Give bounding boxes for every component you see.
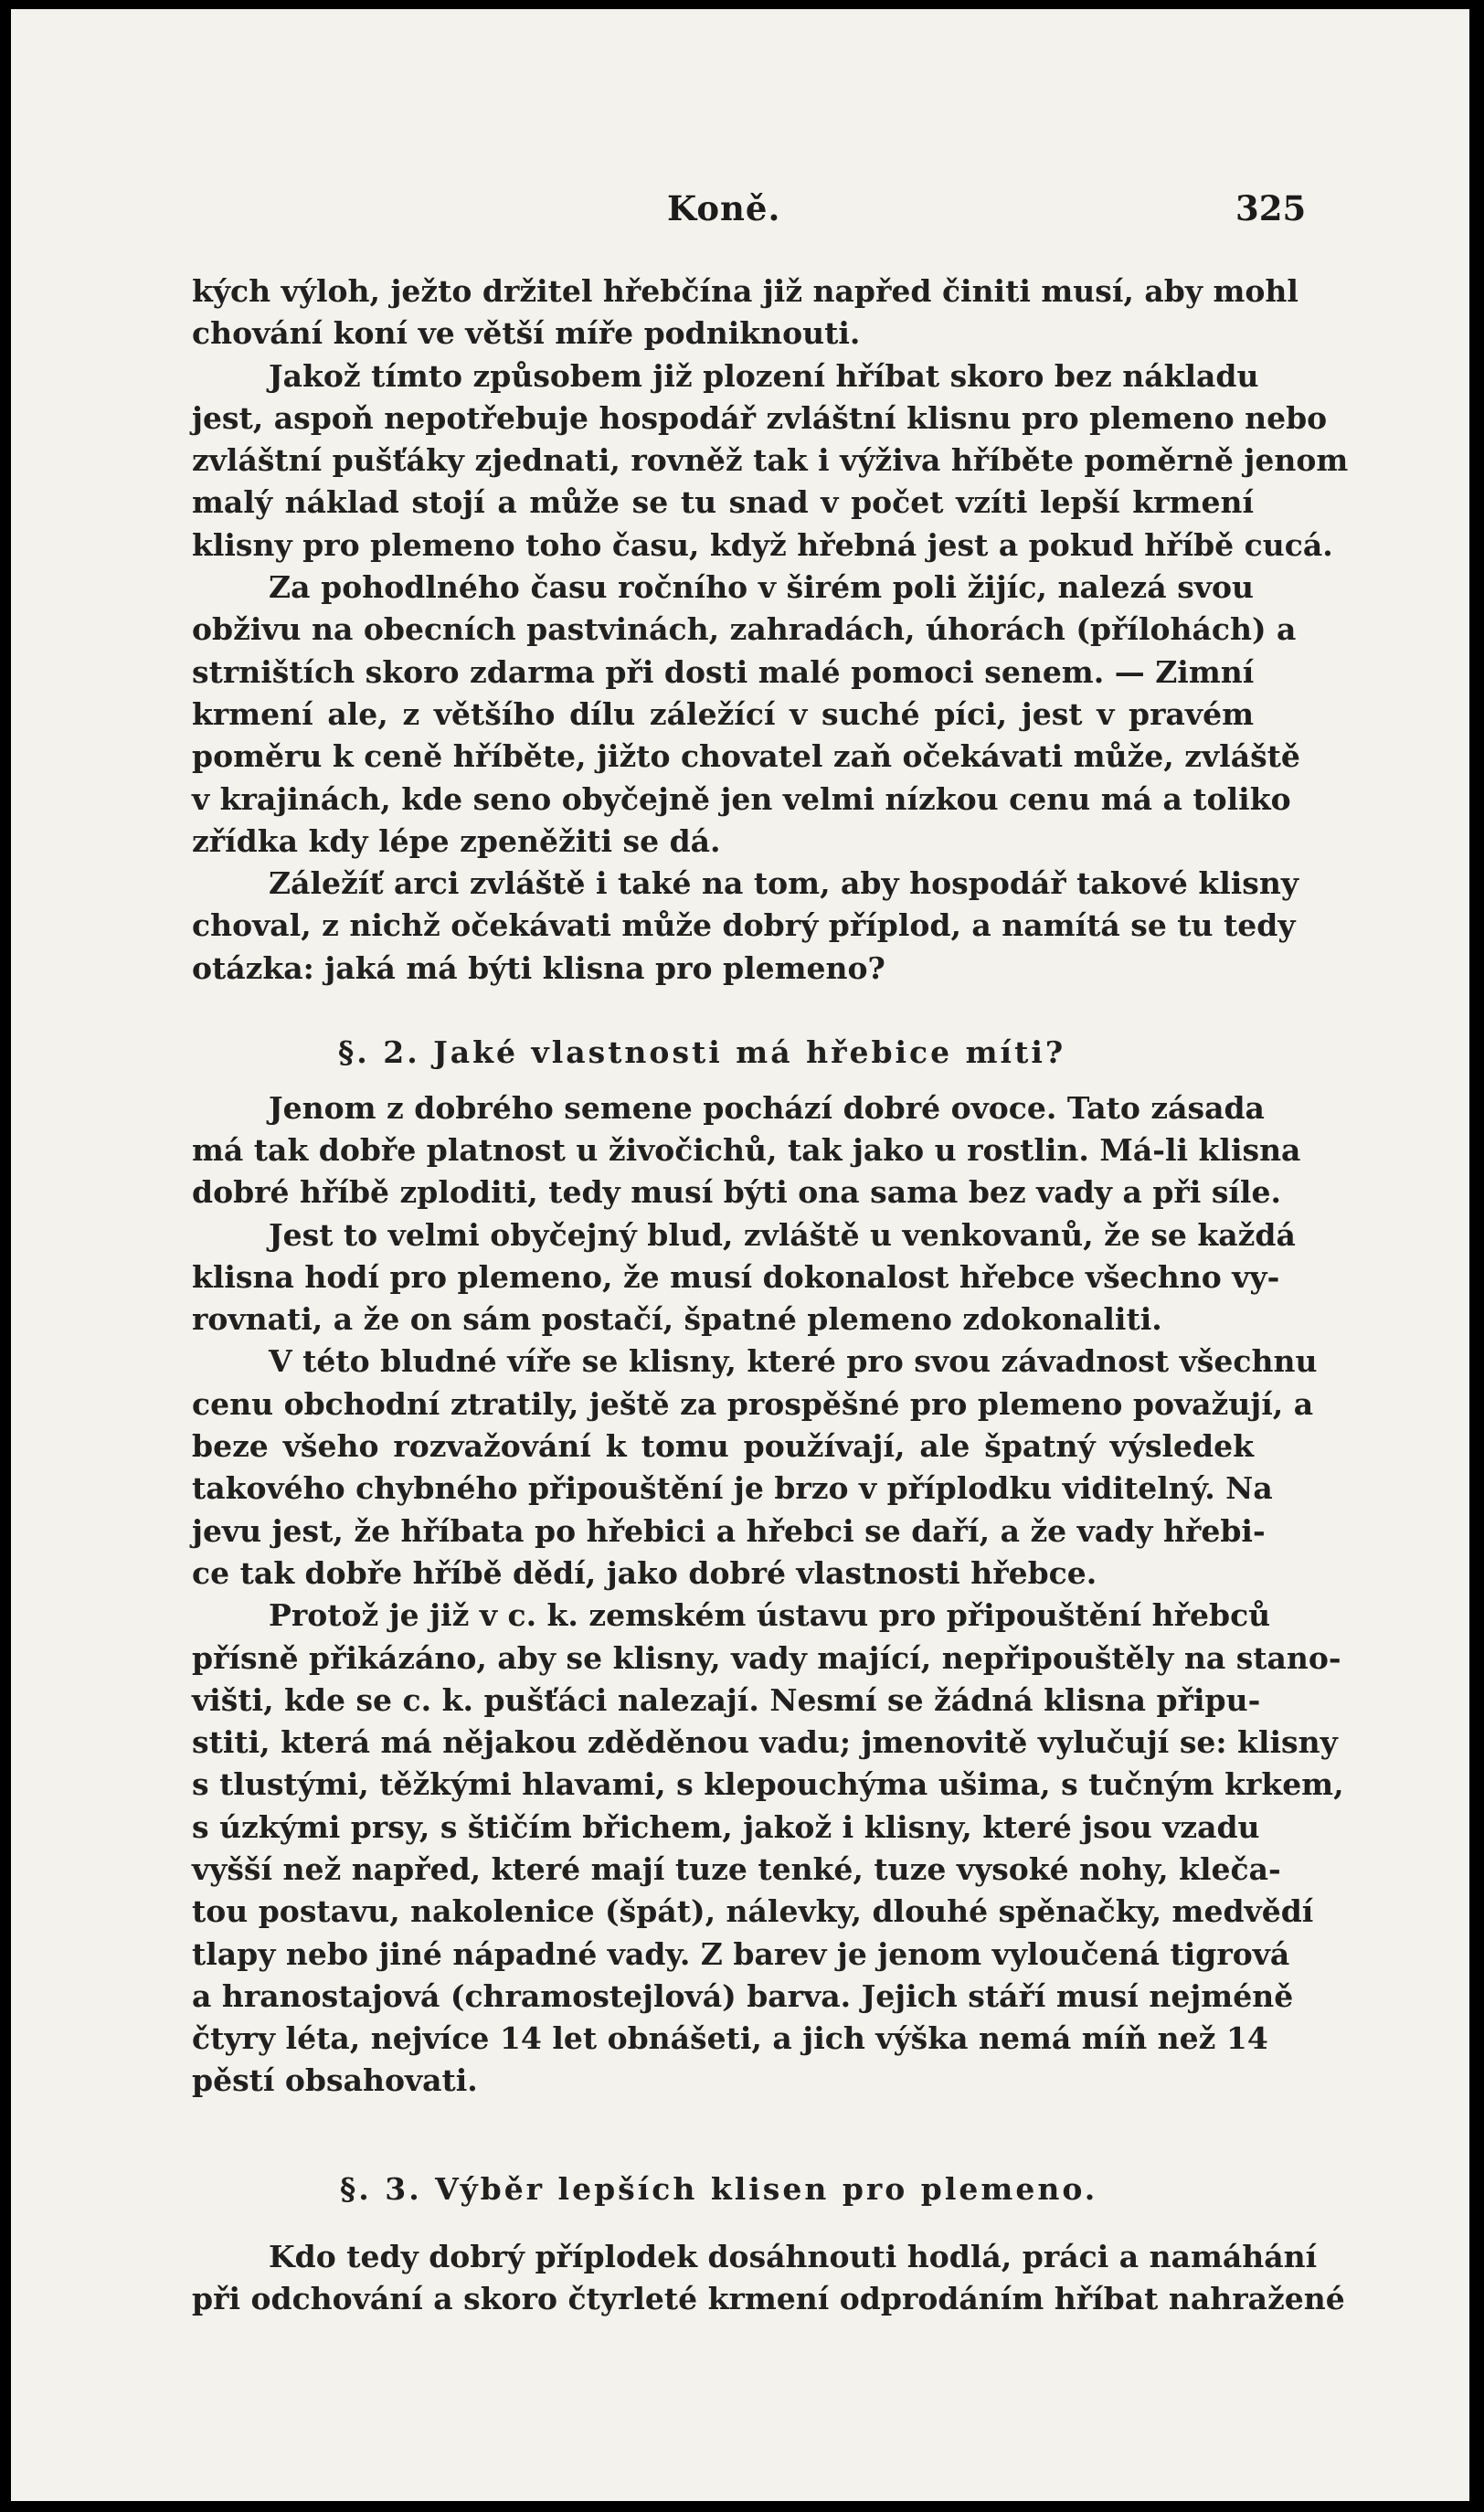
section-heading: §. 2. Jaké vlastnosti má hřebice míti? <box>338 1034 1066 1071</box>
text-line: přísně přikázáno, aby se klisny, vady mající, nepřipouštěly na stano- <box>192 1639 1341 1676</box>
page-number: 325 <box>1235 188 1307 228</box>
text-line: Jakož tímto způsobem již plození hříbat skoro bez nákladu <box>269 357 1259 394</box>
text-line: takového chybného připouštění je brzo v příplodku viditelný. Na <box>192 1470 1273 1507</box>
text-line: obživu na obecních pastvinách, zahradách, úhorách (přílohách) a <box>192 611 1297 648</box>
text-line: s úzkými prsy, s štičím břichem, jakož i klisny, které jsou vzadu <box>192 1808 1260 1845</box>
text-line: klisna hodí pro plemeno, že musí dokonalost hřebce všechno vy- <box>192 1258 1280 1295</box>
section-heading: §. 3. Výběr lepších klisen pro plemeno. <box>340 2170 1098 2207</box>
text-line: višti, kde se c. k. pušťáci nalezají. Nesmí se žádná klisna připu- <box>192 1681 1261 1718</box>
text-line: dobré hříbě zploditi, tedy musí býti ona sama bez vady a při síle. <box>192 1174 1281 1211</box>
text-line: pěstí obsahovati. <box>192 2062 478 2099</box>
text-line: jevu jest, že hříbata po hřebici a hřebci se daří, a že vady hřebi- <box>192 1512 1266 1549</box>
text-line: čtyry léta, nejvíce 14 let obnášeti, a jich výška nemá míň než 14 <box>192 2020 1268 2057</box>
text-line: Záležíť arci zvláště i také na tom, aby hospodář takové klisny <box>269 865 1299 902</box>
text-line: při odchování a skoro čtyrleté krmení odprodáním hříbat nahražené <box>192 2281 1345 2317</box>
text-line: ce tak dobře hříbě dědí, jako dobré vlastnosti hřebce. <box>192 1554 1097 1591</box>
text-line: a hranostajová (chramostejlová) barva. Jejich stáří musí nejméně <box>192 1977 1294 2014</box>
book-page <box>11 9 1469 2501</box>
text-line: zřídka kdy lépe zpeněžiti se dá. <box>192 822 721 859</box>
text-line: jest, aspoň nepotřebuje hospodář zvláštní klisnu pro plemeno nebo <box>192 399 1328 436</box>
text-line: tlapy nebo jiné nápadné vady. Z barev je jenom vyloučená tigrová <box>192 1935 1290 1972</box>
text-line: stiti, která má nějakou zděděnou vadu; jmenovitě vylučují se: klisny <box>192 1724 1338 1761</box>
text-line: V této bludné víře se klisny, které pro svou závadnost všechnu <box>269 1343 1318 1380</box>
section-spacer <box>192 1075 1254 1087</box>
text-line: cenu obchodní ztratily, ještě za prospěšné pro plemeno považují, a <box>192 1385 1314 1422</box>
text-line: chování koní ve větší míře podniknouti. <box>192 315 861 352</box>
text-line: rovnati, a že on sám postačí, špatné plemeno zdokonaliti. <box>192 1301 1162 1338</box>
text-line: Protož je již v c. k. zemském ústavu pro připouštění hřebců <box>269 1597 1271 1634</box>
text-line: kých výloh, ježto držitel hřebčína již napřed činiti musí, aby mohl <box>192 273 1298 309</box>
section-spacer <box>192 2210 1254 2236</box>
text-line: v krajinách, kde seno obyčejně jen velmi nízkou cenu má a toliko <box>192 780 1291 817</box>
text-line: choval, z nichž očekávati může dobrý příplod, a namítá se tu tedy <box>192 907 1296 944</box>
running-head: Koně. <box>667 188 781 228</box>
text-line: tou postavu, nakolenice (špát), nálevky, dlouhé spěnačky, medvědí <box>192 1893 1314 1930</box>
section-spacer <box>192 2103 1254 2168</box>
text-line: Za pohodlného času ročního v širém poli žijíc, nalezá svou <box>269 569 1254 606</box>
text-line: vyšší než napřed, které mají tuze tenké, tuze vysoké nohy, kleča- <box>192 1850 1281 1887</box>
page-header <box>11 188 1469 236</box>
text-line: Kdo tedy dobrý příplodek dosáhnouti hodlá, práci a namáhání <box>269 2239 1318 2275</box>
text-line: malý náklad stojí a může se tu snad v počet vzíti lepší krmení <box>192 484 1254 521</box>
text-line: otázka: jaká má býti klisna pro plemeno? <box>192 949 885 986</box>
body-text <box>192 270 1349 2321</box>
text-line: s tlustými, těžkými hlavami, s klepouchýma ušima, s tučným krkem, <box>192 1766 1344 1803</box>
text-line: zvláštní pušťáky zjednati, rovněž tak i výživa hříběte poměrně jenom <box>192 442 1349 479</box>
section-spacer <box>192 990 1254 1032</box>
text-line: beze všeho rozvažování k tomu používají, ale špatný výsledek <box>192 1428 1254 1465</box>
text-line: Jest to velmi obyčejný blud, zvláště u venkovanů, že se každá <box>269 1216 1296 1253</box>
text-line: Jenom z dobrého semene pochází dobré ovoce. Tato zásada <box>269 1089 1265 1126</box>
text-line: klisny pro plemeno toho času, když hřebná jest a pokud hříbě cucá. <box>192 526 1333 563</box>
text-line: poměru k ceně hříběte, jižto chovatel zaň očekávati může, zvláště <box>192 738 1300 775</box>
text-line: má tak dobře platnost u živočichů, tak jako u rostlin. Má-li klisna <box>192 1131 1301 1168</box>
text-line: krmení ale, z většího dílu záležící v suché píci, jest v pravém <box>192 695 1254 732</box>
text-line: strništích skoro zdarma při dosti malé pomoci senem. — Zimní <box>192 653 1255 690</box>
